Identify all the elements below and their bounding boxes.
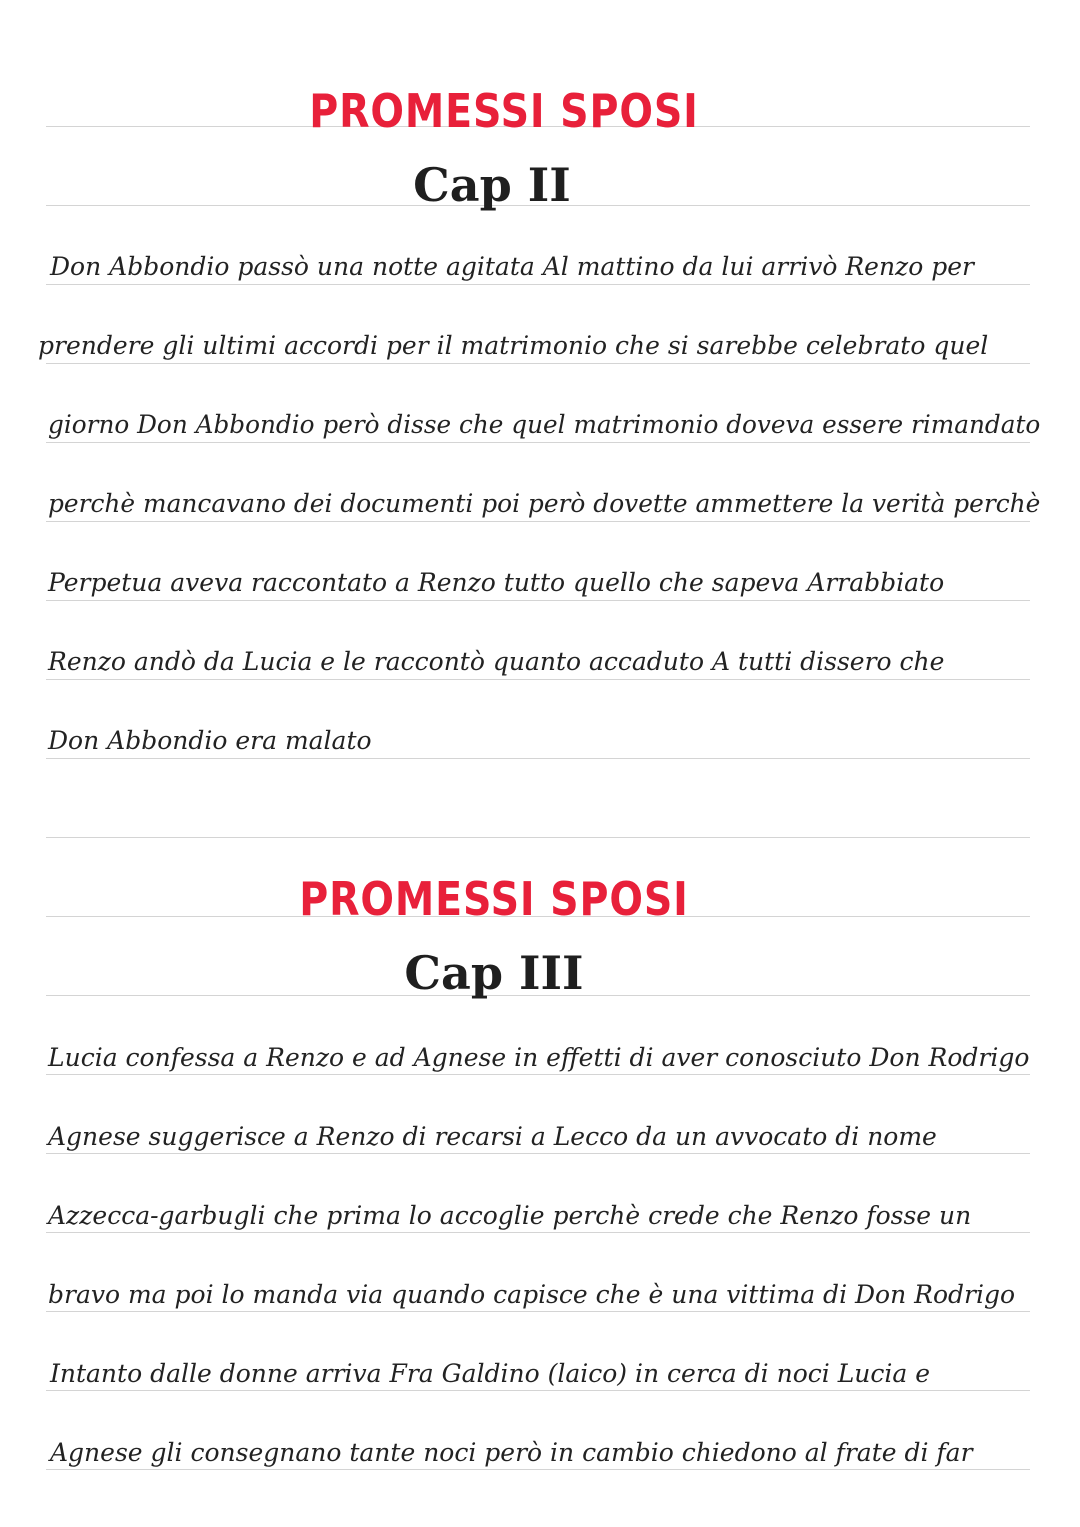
ruled-line xyxy=(46,284,1030,285)
ruled-line xyxy=(46,442,1030,443)
text-line: prendere gli ultimi accordi per il matrimonio che si sarebbe celebrato quel xyxy=(38,331,989,360)
ruled-line xyxy=(46,363,1030,364)
text-line: perchè mancavano dei documenti poi però dovette ammettere la verità perchè xyxy=(48,489,1041,518)
ruled-line xyxy=(46,1390,1030,1391)
chapter-heading: Cap III xyxy=(404,946,584,1000)
text-line: Perpetua aveva raccontato a Renzo tutto quello che sapeva Arrabbiato xyxy=(48,568,945,597)
text-line: Renzo andò da Lucia e le raccontò quanto accaduto A tutti dissero che xyxy=(48,647,945,676)
ruled-line xyxy=(46,837,1030,838)
text-line: Agnese suggerisce a Renzo di recarsi a Lecco da un avvocato di nome xyxy=(48,1122,937,1151)
ruled-line xyxy=(46,1469,1030,1470)
text-line: Don Abbondio era malato xyxy=(48,726,372,755)
text-line: Intanto dalle donne arriva Fra Galdino (laico) in cerca di noci Lucia e xyxy=(50,1359,931,1388)
ruled-line xyxy=(46,1074,1030,1075)
text-line: Agnese gli consegnano tante noci però in cambio chiedono al frate di far xyxy=(50,1438,973,1467)
ruled-line xyxy=(46,758,1030,759)
text-line: Azzecca-garbugli che prima lo accoglie perchè crede che Renzo fosse un xyxy=(48,1201,972,1230)
section-title: PROMESSI SPOSI xyxy=(309,84,699,138)
ruled-line xyxy=(46,1311,1030,1312)
ruled-line xyxy=(46,521,1030,522)
text-line: bravo ma poi lo manda via quando capisce che è una vittima di Don Rodrigo xyxy=(48,1280,1016,1309)
section-title: PROMESSI SPOSI xyxy=(299,872,689,926)
ruled-line xyxy=(46,679,1030,680)
text-line: Lucia confessa a Renzo e ad Agnese in effetti di aver conosciuto Don Rodrigo xyxy=(48,1043,1030,1072)
chapter-heading: Cap II xyxy=(413,158,571,212)
ruled-line xyxy=(46,1232,1030,1233)
ruled-line xyxy=(46,600,1030,601)
text-line: giorno Don Abbondio però disse che quel matrimonio doveva essere rimandato xyxy=(48,410,1041,439)
text-line: Don Abbondio passò una notte agitata Al mattino da lui arrivò Renzo per xyxy=(50,252,974,281)
ruled-line xyxy=(46,1153,1030,1154)
